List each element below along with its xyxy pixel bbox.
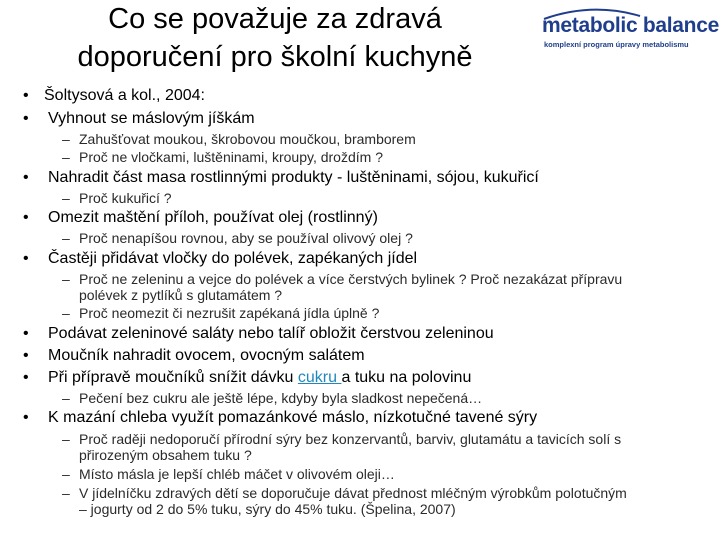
title-line-1: Co se považuje za zdravá xyxy=(108,3,442,35)
bullet-text: Moučník nahradit ovocem, ovocným salátem xyxy=(48,347,365,364)
metabolic-balance-logo xyxy=(540,14,719,54)
dash-marker: – xyxy=(62,485,70,501)
logo-name: metabolic balance xyxy=(542,14,719,37)
dash-marker: – xyxy=(62,431,70,447)
sub-item-text: Proč ne zeleninu a vejce do polévek a více čerstvých bylinek ? Proč nezakázat přípravu xyxy=(79,271,623,287)
sub-item-text: polévek z pytlíků s glutamátem ? xyxy=(79,287,283,303)
bullet-marker: • xyxy=(23,209,29,226)
dash-marker: – xyxy=(62,305,70,321)
dash-marker: – xyxy=(62,131,70,147)
slide-title xyxy=(40,0,510,76)
bullet-marker: • xyxy=(23,110,29,127)
title-line-2: doporučení pro školní kuchyně xyxy=(77,41,473,73)
bullet-text-end: a tuku na polovinu xyxy=(341,369,472,386)
dash-marker: – xyxy=(62,190,70,206)
bullet-text: Podávat zeleninové saláty nebo talíř obložit čerstvou zeleninou xyxy=(48,325,494,342)
dash-marker: – xyxy=(62,149,70,165)
bullet-marker: • xyxy=(23,87,29,104)
sub-item-text: Proč raději nedoporučí přírodní sýry bez konzervantů, barviv, glutamátu a tavicích solí s xyxy=(79,431,622,447)
dash-marker: – xyxy=(62,271,70,287)
bullet-marker: • xyxy=(23,409,29,426)
sub-item-text: V jídelníčku zdravých dětí se doporučuje dávat přednost mléčným výrobkům polotučným xyxy=(79,485,627,501)
heading-text: Šoltysová a kol., 2004: xyxy=(44,87,205,104)
logo-tagline: komplexní program úpravy metabolismu xyxy=(544,40,689,49)
sub-item-text: Proč kukuřicí ? xyxy=(79,190,172,206)
sub-item-text: Pečení bez cukru ale ještě lépe, kdyby byla sladkost nepečená… xyxy=(79,390,483,406)
bullet-text: Omezit maštění příloh, používat olej (rostlinný) xyxy=(48,209,378,226)
bullet-marker: • xyxy=(23,169,29,186)
sub-item-text: Zahušťovat moukou, škrobovou moučkou, bramborem xyxy=(79,131,416,147)
sub-item-text: – jogurty od 2 do 5% tuku, sýry do 45% tuku. (Špelina, 2007) xyxy=(79,501,456,517)
bullet-text: Nahradit část masa rostlinnými produkty - luštěninami, sójou, kukuřicí xyxy=(48,169,539,186)
bullet-marker: • xyxy=(23,369,29,386)
bullet-marker: • xyxy=(23,250,29,267)
bullet-text: Častěji přidávat vločky do polévek, zapékaných jídel xyxy=(48,250,418,267)
bullet-marker: • xyxy=(23,347,29,364)
dash-marker: – xyxy=(62,466,70,482)
sub-item-text: přirozeným obsahem tuku ? xyxy=(79,447,252,463)
bullet-text: Vyhnout se máslovým jíškám xyxy=(48,110,255,127)
dash-marker: – xyxy=(62,230,70,246)
bullet-marker: • xyxy=(23,325,29,342)
sub-item-text: Proč ne vločkami, luštěninami, kroupy, droždím ? xyxy=(79,149,383,165)
dash-marker: – xyxy=(62,390,70,406)
bullet-text: K mazání chleba využít pomazánkové máslo, nízkotučné tavené sýry xyxy=(48,409,538,426)
sub-item-text: Proč nenapíšou rovnou, aby se používal olivový olej ? xyxy=(79,230,413,246)
sub-item-text: Místo másla je lepší chléb máčet v olivovém oleji… xyxy=(79,466,395,482)
sugar-link[interactable]: cukru xyxy=(297,369,342,386)
sub-item-text: Proč neomezit či nezrušit zapékaná jídla úplně ? xyxy=(79,305,380,321)
bullet-text xyxy=(48,369,471,387)
bullet-text-start: Při přípravě moučníků snížit dávku xyxy=(48,369,298,386)
